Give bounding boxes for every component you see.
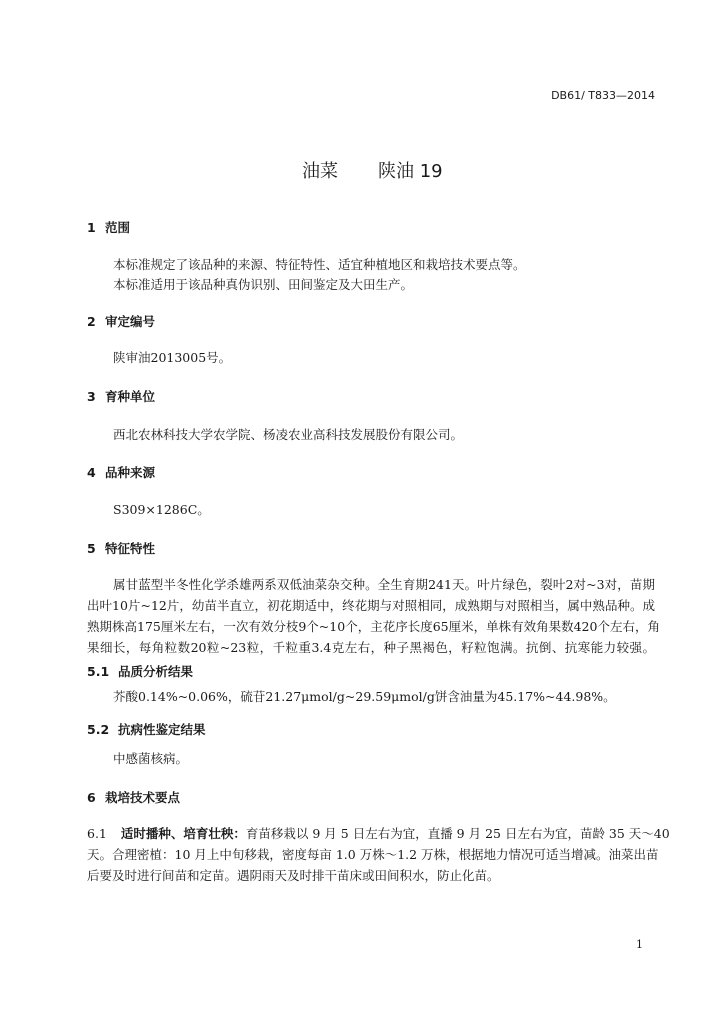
section-4-number: 4 — [87, 465, 96, 480]
section-5-title: 特征特性 — [105, 541, 156, 556]
section-6-1-line-1 — [87, 826, 670, 842]
section-5-1-number: 5.1 — [87, 664, 110, 679]
section-3-paragraph: 西北农林科技大学农学院、杨凌农业高科技发展股份有限公司。 — [113, 427, 464, 442]
section-6-title: 栽培技术要点 — [105, 790, 181, 805]
section-2-title: 审定编号 — [105, 314, 156, 329]
section-5-number: 5 — [87, 541, 96, 556]
section-5-1-title: 品质分析结果 — [118, 664, 194, 679]
section-2-paragraph: 陕审油2013005号。 — [113, 350, 232, 365]
section-5-line-3: 熟期株高175厘米左右，一次有效分枝9个~10个，主花序长度65厘米，单株有效角果数420个左右，角 — [87, 619, 660, 634]
section-3-title: 育种单位 — [105, 389, 156, 404]
section-6-1-line-1-text: 育苗移栽以 9 月 5 日左右为宜，直播 9 月 25 日左右为宜，苗龄 35 天～40 — [245, 826, 670, 841]
section-1-number: 1 — [87, 220, 96, 235]
section-6-1-line-2: 天。合理密植：10 月上中旬移栽，密度每亩 1.0 万株～1.2 万株，根据地力情况可适当增减。油菜出苗 — [87, 847, 659, 862]
standard-code: DB61/ T833—2014 — [551, 89, 655, 102]
section-6-number: 6 — [87, 790, 96, 805]
section-5-1-text: 芥酸0.14%~0.06%，硫苷21.27μmol/g~29.59μmol/g饼含油量为45.17%~44.98%。 — [113, 689, 616, 704]
section-1-paragraph-2: 本标准适用于该品种真伪识别、田间鉴定及大田生产。 — [113, 277, 414, 292]
section-1-paragraph-1: 本标准规定了该品种的来源、特征特性、适宜种植地区和栽培技术要点等。 — [113, 257, 526, 272]
page-number: 1 — [636, 938, 643, 951]
section-4-title: 品种来源 — [105, 465, 156, 480]
section-1-title: 范围 — [105, 220, 131, 235]
section-5-2-title: 抗病性鉴定结果 — [118, 722, 206, 737]
section-3-number: 3 — [87, 389, 96, 404]
section-6-1-lead: 适时播种、培育壮秧： — [120, 826, 246, 841]
section-5-2-text: 中感菌核病。 — [113, 751, 189, 766]
section-5-2-number: 5.2 — [87, 722, 110, 737]
title-variety: 陕油 19 — [378, 161, 443, 182]
section-5-line-1: 属甘蓝型半冬性化学杀雄两系双低油菜杂交种。全生育期241天。叶片绿色，裂叶2对~3对，苗期 — [113, 577, 655, 592]
title-crop: 油菜 — [302, 161, 338, 182]
section-2-number: 2 — [87, 314, 96, 329]
section-6-1-line-3: 后要及时进行间苗和定苗。遇阴雨天及时排干苗床或田间积水，防止化苗。 — [87, 868, 500, 883]
section-6-1-number: 6.1 — [87, 826, 107, 841]
section-5-line-2: 出叶10片~12片，幼苗半直立，初花期适中，终花期与对照相同，成熟期与对照相当，属中熟品种。成 — [87, 598, 655, 613]
section-5-line-4: 果细长，每角粒数20粒~23粒，千粒重3.4克左右，种子黑褐色，籽粒饱满。抗倒、抗寒能力较强。 — [87, 640, 655, 655]
section-4-paragraph: S309×1286C。 — [113, 502, 210, 517]
